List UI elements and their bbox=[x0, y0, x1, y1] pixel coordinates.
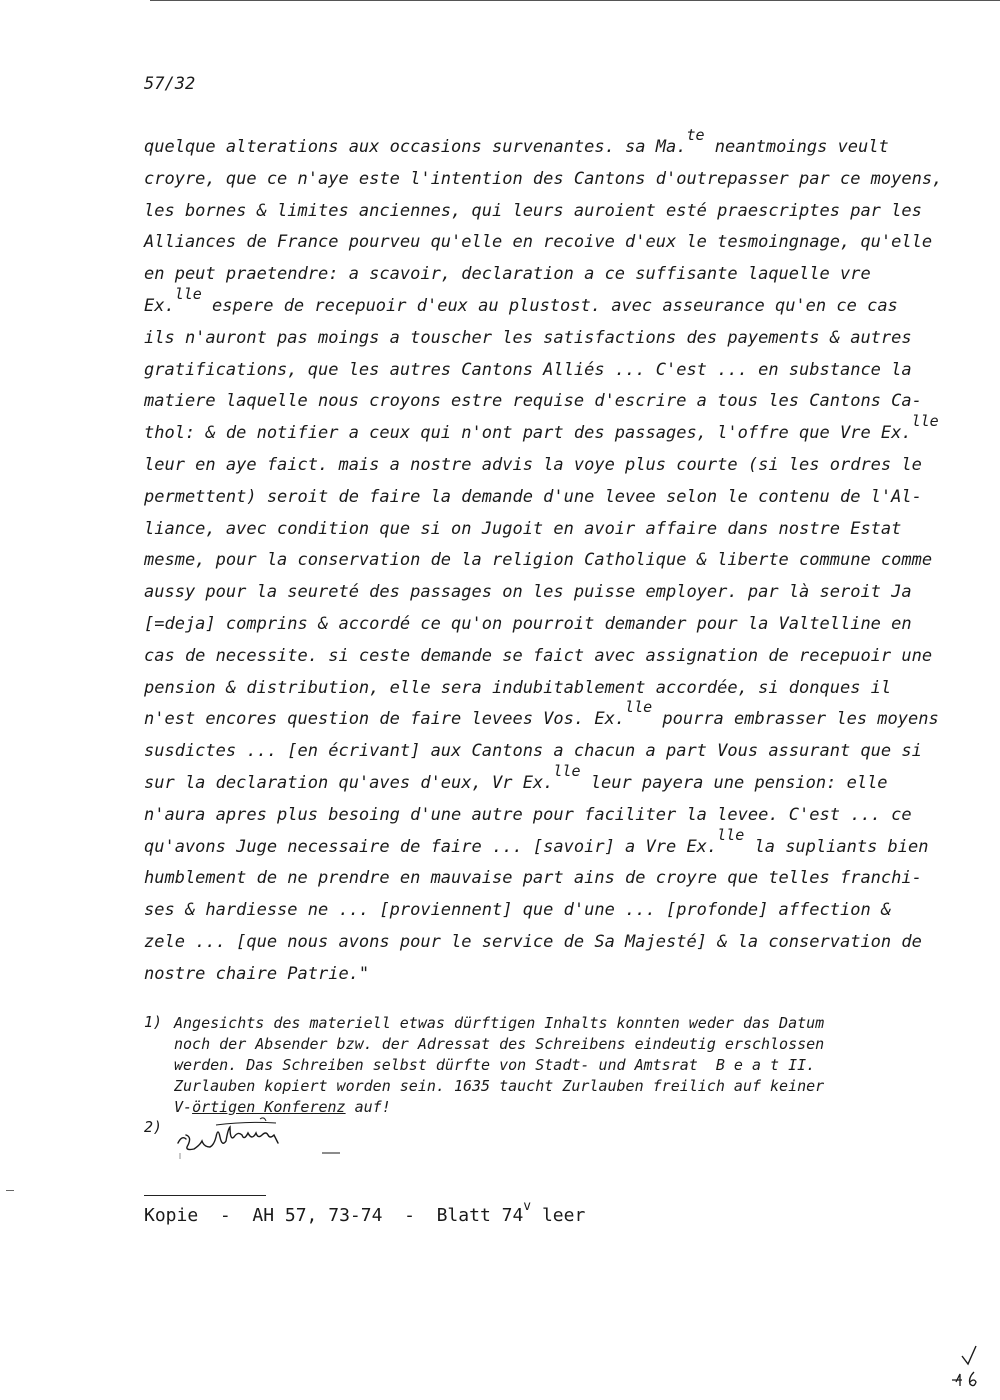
footnote-number: 1) bbox=[144, 1013, 163, 1031]
text-line: susdictes ... [en écrivant] aux Cantons a chacun a part Vous assurant que si bbox=[144, 741, 922, 762]
text-line: leur en aye faict. mais a nostre advis la voye plus courte (si les ordres le bbox=[144, 454, 922, 475]
text-line: humblement de ne prendre en mauvaise part ains de croyre que telles franchi- bbox=[144, 868, 922, 889]
footnote-1 bbox=[144, 1013, 924, 1118]
top-border-line bbox=[150, 0, 1000, 1]
footnote-line: V-örtigen Konferenz auf! bbox=[174, 1098, 391, 1116]
page-number: 57/32 bbox=[144, 74, 196, 94]
handwritten-signature bbox=[172, 1113, 352, 1163]
footnote-2-number: 2) bbox=[144, 1118, 163, 1136]
text-line: aussy pour la seureté des passages on les puisse employer. par là seroit Ja bbox=[144, 582, 912, 603]
footnote-line: werden. Das Schreiben selbst dürfte von Stadt- und Amtsrat B e a t II. bbox=[174, 1056, 816, 1074]
text-line: quelque alterations aux occasions survenantes. sa Ma.$^{te}$ neantmoings veult bbox=[144, 126, 889, 157]
text-line: ils n'auront pas moings a touscher les satisfactions des payements & autres bbox=[144, 327, 912, 348]
text-line: croyre, que ce n'aye este l'intention des Cantons d'outrepasser par ce moyens, bbox=[144, 168, 943, 189]
text-line: sur la declaration qu'aves d'eux, Vr Ex.$^{lle}$ leur payera une pension: elle bbox=[144, 761, 888, 793]
footnote-separator bbox=[144, 1195, 266, 1196]
text-line: liance, avec condition que si on Jugoit en avoir affaire dans nostre Estat bbox=[144, 518, 902, 539]
text-line: mesme, pour la conservation de la religion Catholique & liberte commune comme bbox=[144, 550, 933, 571]
footnote-text bbox=[174, 1013, 924, 1097]
text-line: pension & distribution, elle sera indubitablement accordée, si donques il bbox=[144, 677, 892, 698]
footnote-line: Zurlauben kopiert worden sein. 1635 taucht Zurlauben freilich auf keiner bbox=[174, 1077, 825, 1095]
text-line: les bornes & limites anciennes, qui leurs auroient esté praescriptes par les bbox=[144, 200, 922, 221]
text-line: qu'avons Juge necessaire de faire ... [savoir] a Vre Ex.$^{lle}$ la supliants bien bbox=[144, 825, 929, 857]
margin-mark bbox=[6, 1190, 14, 1191]
footnote-line: noch der Absender bzw. der Adressat des Schreibens eindeutig erschlossen bbox=[174, 1035, 825, 1053]
text-line: permettent) seroit de faire la demande d'une levee selon le contenu de l'Al- bbox=[144, 486, 922, 507]
text-line: en peut praetendre: a scavoir, declaration a ce suffisante laquelle vre bbox=[144, 264, 871, 285]
text-line: cas de necessite. si ceste demande se faict avec assignation de recepuoir une bbox=[144, 645, 933, 666]
text-line: matiere laquelle nous croyons estre requise d'escrire a tous les Cantons Ca- bbox=[144, 391, 922, 412]
underlined-text: örtigen Konferenz bbox=[192, 1098, 346, 1116]
text-line: zele ... [que nous avons pour le service de Sa Majesté] & la conservation de bbox=[144, 931, 922, 952]
archive-check-mark bbox=[948, 1342, 988, 1392]
text-line: n'est encores question de faire levees Vos. Ex.$^{lle}$ pourra embrasser les moyens bbox=[144, 698, 939, 730]
text-line: gratifications, que les autres Cantons Alliés ... C'est ... en substance la bbox=[144, 359, 912, 380]
text-line: thol: & de notifier a ceux qui n'ont part des passages, l'offre que Vre Ex.$^{lle}$ bbox=[144, 412, 939, 444]
text-line: [=deja] comprins & accordé ce qu'on pourroit demander pour la Valtelline en bbox=[144, 613, 912, 634]
text-line: nostre chaire Patrie." bbox=[144, 963, 370, 984]
text-line: Alliances de France pourveu qu'elle en recoive d'eux le tesmoingnage, qu'elle bbox=[144, 232, 933, 253]
transcription-body bbox=[144, 126, 943, 991]
footnote-line: Angesichts des materiell etwas dürftigen Inhalts konnten weder das Datum bbox=[174, 1014, 825, 1032]
text-line: n'aura apres plus besoing d'une autre pour faciliter la levee. C'est ... ce bbox=[144, 804, 912, 825]
source-reference: Kopie - AH 57, 73-74 - Blatt 74$^v$ leer bbox=[144, 1199, 586, 1226]
text-line: ses & hardiesse ne ... [proviennent] que d'une ... [profonde] affection & bbox=[144, 900, 892, 921]
text-line: Ex.$^{lle}$ espere de recepuoir d'eux au plustost. avec asseurance qu'en ce cas bbox=[144, 284, 898, 316]
